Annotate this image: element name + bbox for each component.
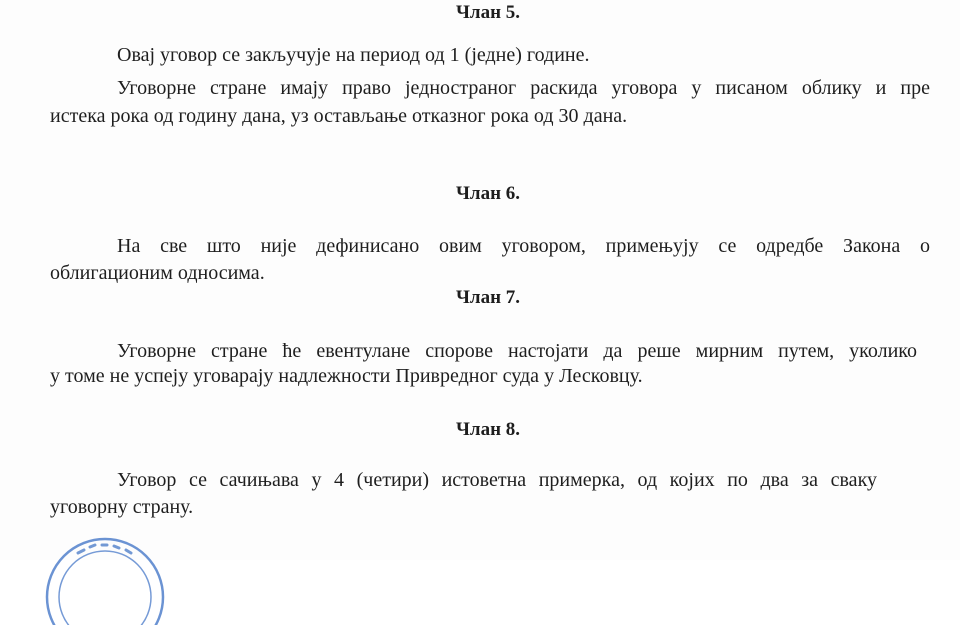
article-7-line-2: у томе не успеју уговарају надлежности Привредног суда у Лесковцу.: [50, 365, 643, 387]
article-5-heading: Члан 5.: [455, 2, 521, 23]
article-8-heading: Члан 8.: [455, 419, 521, 440]
article-6-line-2: облигационим односима.: [50, 262, 265, 284]
article-5-line-1: Овај уговор се закључује на период од 1 (једне) године.: [117, 44, 590, 66]
article-8-line-1: Уговор се сачињава у 4 (четири) истоветна примерка, од којих по два за сваку: [117, 469, 877, 491]
article-6-heading: Члан 6.: [455, 183, 521, 204]
article-5-line-3: истека рока од годину дана, уз остављање отказног рока од 30 дана.: [50, 105, 628, 127]
article-7-heading: Члан 7.: [455, 287, 521, 308]
article-5-line-2: Уговорне стране имају право једностраног раскида уговора у писаном облику и пре: [117, 77, 930, 99]
article-8-line-2: уговорну страну.: [50, 496, 194, 518]
article-7-line-1: Уговорне стране ће евентулане спорове настојати да реше мирним путем, уколико: [117, 340, 917, 362]
stamp-seal-icon: [40, 535, 170, 625]
article-6-line-1: На све што није дефинисано овим уговором, примењују се одредбе Закона о: [117, 235, 930, 257]
official-stamp: [40, 535, 170, 625]
